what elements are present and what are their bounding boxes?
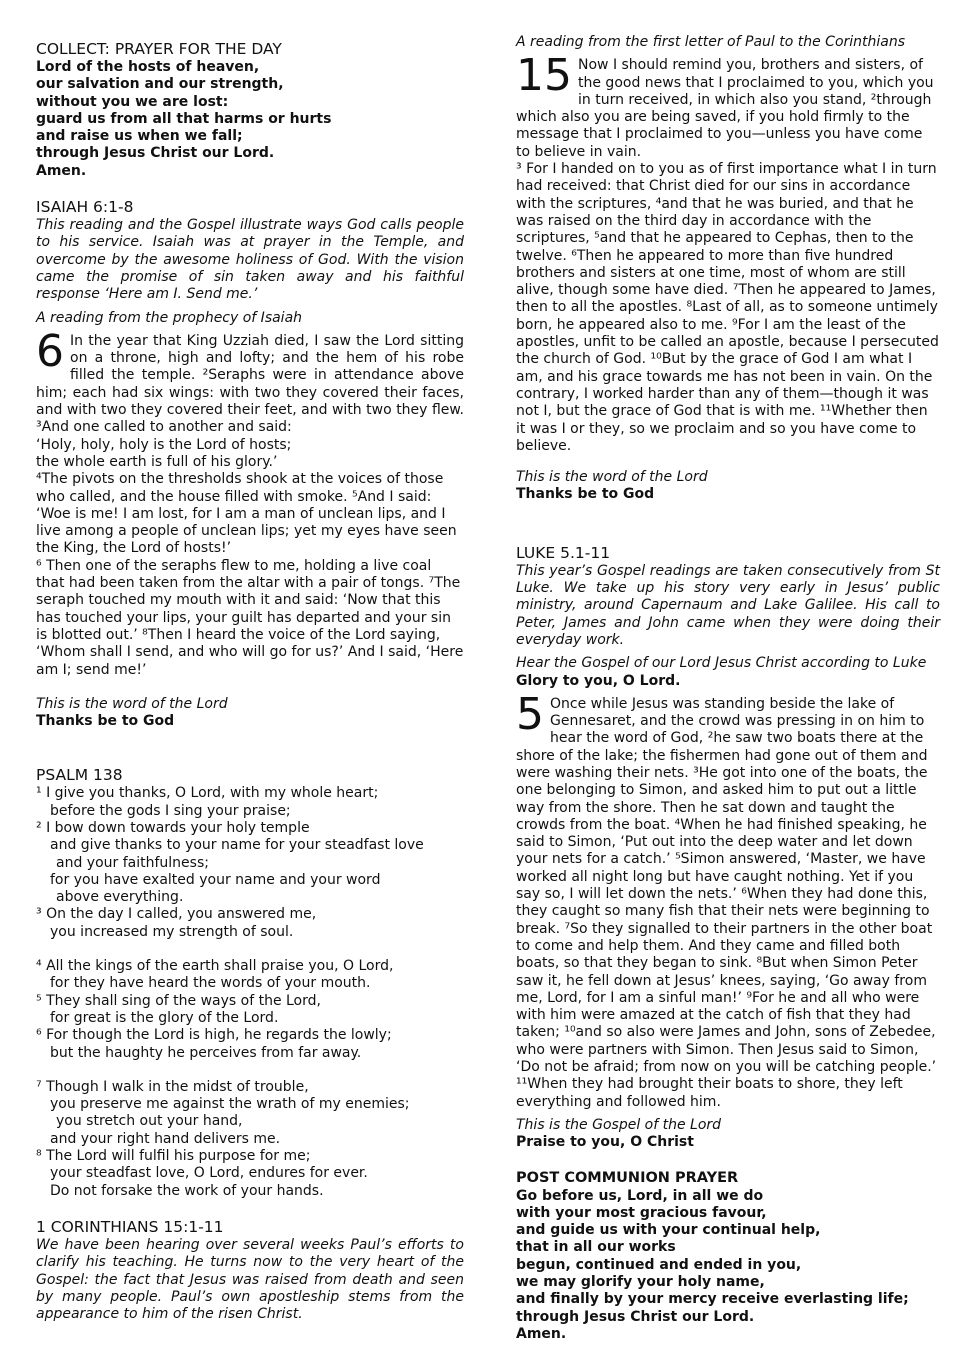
post-communion-line: with your most gracious favour, [516, 1204, 767, 1221]
corinthians-text-1 [516, 50, 940, 161]
psalm-line: ⁵ They shall sing of the ways of the Lord, [36, 992, 321, 1009]
post-communion-line: and guide us with your continual help, [516, 1222, 821, 1239]
psalm-heading: PSALM 138 [36, 766, 123, 785]
psalm-line: above everything. [56, 889, 184, 906]
psalm-line: and your right hand delivers me. [50, 1130, 281, 1147]
luke-acclamation: Glory to you, O Lord. [516, 672, 681, 689]
psalm-section [36, 766, 464, 1200]
collect-section [36, 40, 464, 180]
isaiah-heading: ISAIAH 6:1-8 [36, 198, 134, 217]
left-column [36, 40, 464, 1323]
collect-line: and raise us when we fall; [36, 128, 243, 145]
psalm-line: Do not forsake the work of your hands. [50, 1182, 324, 1199]
luke-intro: This year’s Gospel readings are taken consecutively from St Luke. We take up his story very early in Jesus’ public ministry, around Capernaum and Lake Galilee. His call to Peter, James and John came when they were doing their everyday work. [516, 562, 940, 648]
psalm-line: but the haughty he perceives from far away. [50, 1044, 362, 1061]
psalm-line: and your faithfulness; [56, 854, 209, 871]
psalm-line: you increased my strength of soul. [50, 923, 294, 940]
isaiah-chapter-number: 6 [36, 325, 64, 377]
corinthians-verses-1-2: Now I should remind you, brothers and sisters, of the good news that I proclaimed to you, which you in turn received, in which also you stand, ²through which also you are being saved, if you hold firmly to the message that I proclaimed to you—unless you have come to believe in vain. [516, 57, 934, 160]
collect-heading: COLLECT: PRAYER FOR THE DAY [36, 40, 282, 58]
corinthians-heading: 1 CORINTHIANS 15:1-11 [36, 1217, 224, 1236]
collect-line: without you we are lost: [36, 93, 229, 110]
collect-line: guard us from all that harms or hurts [36, 110, 332, 127]
luke-word: This is the Gospel of the Lord [516, 1116, 722, 1133]
post-communion-line: that in all our works [516, 1239, 676, 1256]
psalm-stanza-3 [36, 1079, 464, 1200]
corinthians-source: A reading from the first letter of Paul to the Corinthians [516, 34, 906, 50]
collect-line: Lord of the hosts of heaven, [36, 59, 260, 75]
collect-line: our salvation and our strength, [36, 76, 284, 93]
psalm-stanza-1 [36, 785, 464, 941]
isaiah-source: A reading from the prophecy of Isaiah [36, 309, 303, 326]
collect-line: Amen. [36, 162, 87, 179]
luke-source: Hear the Gospel of our Lord Jesus Christ according to Luke [516, 655, 927, 672]
psalm-line: ¹ I give you thanks, O Lord, with my whole heart; [36, 785, 379, 802]
luke-response: Praise to you, O Christ [516, 1134, 694, 1151]
post-communion-line: begun, continued and ended in you, [516, 1256, 802, 1273]
right-column [516, 34, 940, 1343]
isaiah-verses-4-5: ⁴The pivots on the thresholds shook at the voices of those who called, and the house filled with smoke. ⁵And I said: ‘Woe is me! I am lost, for I am a man of unclean lips, and I live among a people of unclean lips; yet my eyes have seen the King, the Lord of hosts!’ [36, 471, 457, 557]
psalm-line: for you have exalted your name and your word [50, 871, 381, 888]
corinthians-reading-section [516, 34, 940, 504]
luke-verses: Once while Jesus was standing beside the lake of Gennesaret, and the crowd was pressing in on him to hear the word of God, ²he saw two boats there at the shore of the lake; the fishermen had gone out of them and were washing their nets. ³He got into one of the boats, the one belonging to Simon, and asked him to put out a little way from the shore. Then he sat down and taught the crowds from the boat. ⁴When he had finished speaking, he said to Simon, ‘Put out into the deep water and let down your nets for a catch.’ ⁵Simon answered, ‘Master, we have worked all night long but have caught nothing. Yet if you say so, I will let down the nets.’ ⁶When they had done this, they caught so many fish that their nets were beginning to break. ⁷So they signalled to their partners in the other boat to come and help them. And they came and filled both boats, so that they began to sink. ⁸But when Simon Peter saw it, he fell down at Jesus’ knees, saying, ‘Go away from me, Lord, for I am a sinful man!’ ⁹For he and all who were with him were amazed at the catch of fish that they had taken; ¹⁰and so also were James and John, sons of Zebedee, who were partners with Simon. Then Jesus said to Simon, ‘Do not be afraid; from now on you will be catching people.’ ¹¹When they had brought their boats to shore, they left everything and followed him. [516, 695, 937, 1110]
psalm-line: ³ On the day I called, you answered me, [36, 906, 317, 923]
corinthians-response: Thanks be to God [516, 486, 655, 503]
isaiah-text-1 [36, 325, 464, 437]
corinthians-chapter-number: 15 [516, 50, 572, 102]
post-communion-section [516, 1169, 940, 1344]
psalm-line: and give thanks to your name for your steadfast love [50, 837, 424, 854]
isaiah-verses-6-8: ⁶ Then one of the seraphs flew to me, holding a live coal that had been taken from the altar with a pair of tongs. ⁷The seraph touched my mouth with it and said: ‘Now that this has touched your lips, your guilt has departed and your sin is blotted out.’ ⁸Then I heard the voice of the Lord saying, ‘Whom shall I send, and who will go for us?’ And I said, ‘Here am I; send me!’ [36, 557, 464, 678]
isaiah-poem-line: the whole earth is full of his glory.’ [36, 453, 278, 470]
post-communion-line: Go before us, Lord, in all we do [516, 1187, 764, 1204]
psalm-line: for great is the glory of the Lord. [50, 1009, 279, 1026]
isaiah-poem-line: ‘Holy, holy, holy is the Lord of hosts; [36, 436, 292, 453]
psalm-line: for they have heard the words of your mouth. [50, 975, 371, 992]
post-communion-prayer [516, 1188, 940, 1344]
psalm-line: ⁶ For though the Lord is high, he regards the lowly; [36, 1027, 392, 1044]
psalm-line: before the gods I sing your praise; [50, 802, 291, 819]
psalm-line: your steadfast love, O Lord, endures for ever. [50, 1165, 368, 1182]
collect-line: through Jesus Christ our Lord. [36, 145, 275, 162]
luke-text [516, 688, 940, 1111]
post-communion-line: through Jesus Christ our Lord. [516, 1308, 755, 1325]
psalm-line: you stretch out your hand, [56, 1113, 243, 1130]
isaiah-verses-1-3: In the year that King Uzziah died, I saw the Lord sitting on a throne, high and lofty; and the hem of his robe filled the temple. ²Seraphs were in attendance above him; each had six wings: with two they covered their faces, and with two they covered their feet, and with two they flew. ³And one called to another and said: [36, 332, 464, 436]
psalm-line: ⁷ Though I walk in the midst of trouble, [36, 1078, 309, 1095]
corinthians-intro-section [36, 1218, 464, 1323]
isaiah-section [36, 198, 464, 730]
psalm-stanza-2 [36, 958, 464, 1062]
luke-chapter-number: 5 [516, 688, 544, 740]
psalm-line: you preserve me against the wrath of my enemies; [50, 1096, 410, 1113]
psalm-line: ² I bow down towards your holy temple [36, 819, 310, 836]
post-communion-line: Amen. [516, 1325, 567, 1342]
luke-section [516, 544, 940, 1152]
psalm-line: ⁸ The Lord will fulfil his purpose for me; [36, 1148, 311, 1165]
psalm-line: ⁴ All the kings of the earth shall praise you, O Lord, [36, 958, 394, 975]
corinthians-verses-3-11: ³ For I handed on to you as of first importance what I in turn had received: that Christ died for our sins in accordance with the scriptures, ⁴and that he was buried, and that he was raised on the third day in accordance with the scriptures, ⁵and that he appeared to Cephas, then to the twelve. ⁶Then he appeared to more than five hundred brothers and sisters at one time, most of whom are still alive, though some have died. ⁷Then he appeared to James, then to all the apostles. ⁸Last of all, as to someone untimely born, he appeared also to me. ⁹For I am the least of the apostles, unfit to be called an apostle, because I persecuted the church of God. ¹⁰But by the grace of God I am what I am, and his grace towards me has not been in vain. On the contrary, I worked harder than any of them—though it was not I, but the grace of God that is with me. ¹¹Whether then it was I or they, so we proclaim and so you have come to believe. [516, 161, 939, 454]
isaiah-word: This is the word of the Lord [36, 695, 228, 712]
corinthians-word: This is the word of the Lord [516, 469, 708, 486]
collect-prayer [36, 59, 464, 180]
isaiah-response: Thanks be to God [36, 713, 175, 730]
corinthians-intro: We have been hearing over several weeks Paul’s efforts to clarify his teaching. He turns now to the very heart of the Gospel: the fact that Jesus was raised from death and seen by many people. Paul’s own apostleship stems from the appearance to him of the risen Christ. [36, 1236, 464, 1323]
post-communion-heading: POST COMMUNION PRAYER [516, 1169, 739, 1186]
post-communion-line: we may glorify your holy name, [516, 1274, 765, 1290]
luke-heading: LUKE 5.1-11 [516, 543, 611, 562]
post-communion-line: and finally by your mercy receive everlasting life; [516, 1291, 909, 1308]
isaiah-intro: This reading and the Gospel illustrate ways God calls people to his service. Isaiah was at prayer in the Temple, and overcome by the awesome holiness of God. With the vision came the promise of sin taken away and his faithful response ‘Here am I. Send me.’ [36, 217, 464, 303]
